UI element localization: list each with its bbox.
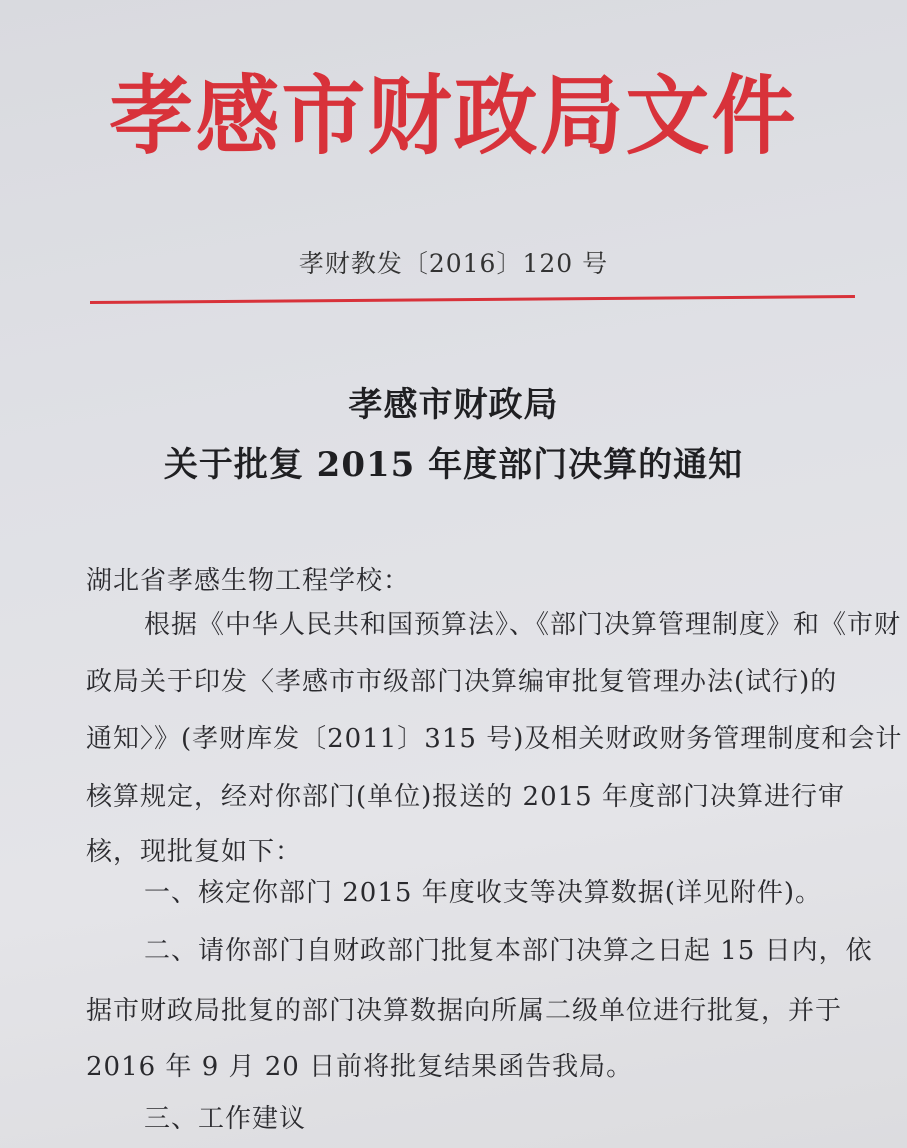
body-item-three: 三、工作建议 xyxy=(144,1104,307,1134)
notice-title-line-2: 关于批复 2015 年度部门决算的通知 xyxy=(163,445,744,485)
body-line: 核，现批复如下： xyxy=(86,837,303,867)
body-line: 根据《中华人民共和国预算法》、《部门决算管理制度》和《市财 xyxy=(144,610,902,640)
body-line: 政局关于印发〈孝感市市级部门决算编审批复管理办法(试行)的 xyxy=(86,667,838,697)
body-line: 核算规定，经对你部门(单位)报送的 2015 年度部门决算进行审 xyxy=(86,782,845,812)
document-header-title: 孝感市财政局文件 xyxy=(109,64,798,166)
addressee: 湖北省孝感生物工程学校： xyxy=(86,566,411,596)
body-item-two: 二、请你部门自财政部门批复本部门决算之日起 15 日内，依 xyxy=(144,936,873,966)
body-line: 通知〉》(孝财库发〔2011〕315 号)及相关财政财务管理制度和会计 xyxy=(86,724,903,754)
body-item-one: 一、核定你部门 2015 年度收支等决算数据(详见附件)。 xyxy=(144,878,822,908)
document-number: 孝财教发〔2016〕120 号 xyxy=(298,249,609,278)
body-line: 据市财政局批复的部门决算数据向所属二级单位进行批复，并于 xyxy=(86,996,843,1026)
header-red-divider xyxy=(90,295,855,304)
body-line: 2016 年 9 月 20 日前将批复结果函告我局。 xyxy=(86,1052,634,1082)
notice-title-line-1: 孝感市财政局 xyxy=(348,385,559,425)
